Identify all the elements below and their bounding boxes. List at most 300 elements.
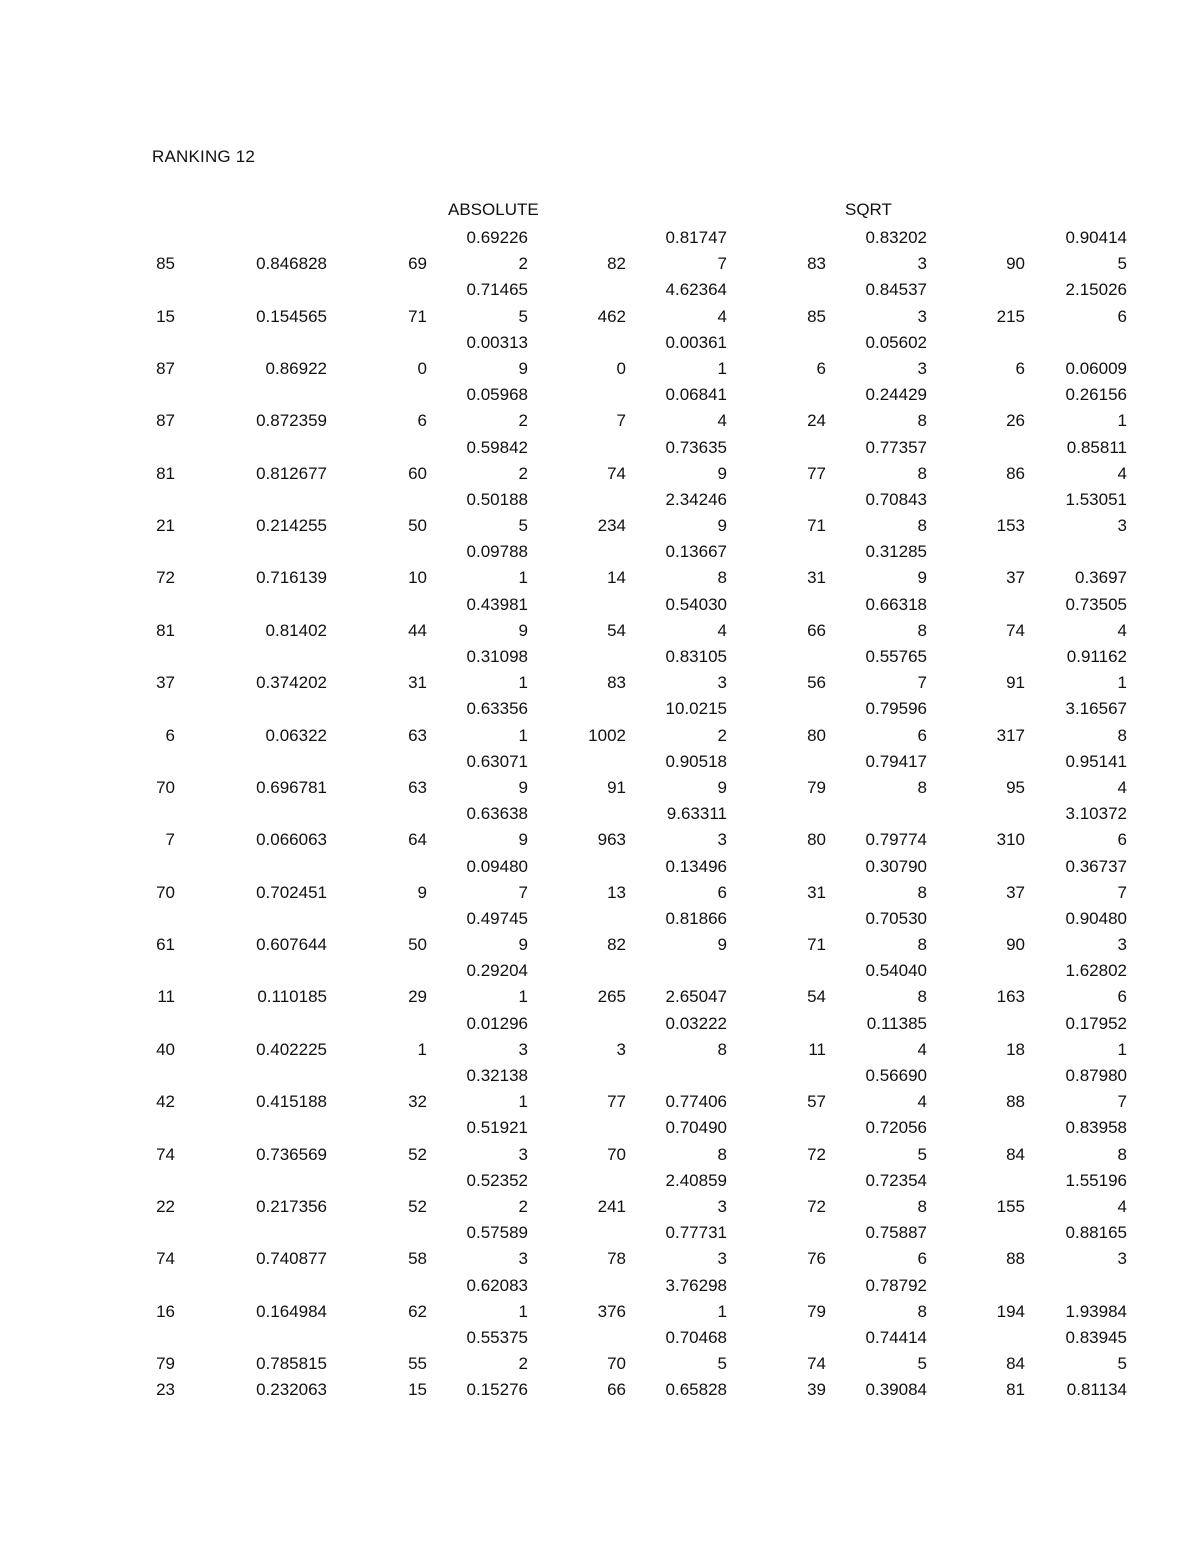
table-cell: 8 — [917, 882, 927, 902]
table-cell: 3 — [917, 306, 927, 326]
table-row — [0, 958, 1200, 984]
table-cell: 7 — [165, 830, 175, 850]
table-cell: 0.95141 — [1065, 751, 1127, 771]
table-cell — [100, 1063, 175, 1089]
table-cell: 0.81866 — [665, 908, 727, 928]
table-cell: 83 — [607, 673, 626, 693]
table-cell: 0.30790 — [865, 856, 927, 876]
table-cell: 0 — [417, 358, 427, 378]
table-cell — [100, 1273, 175, 1299]
table-cell — [930, 277, 1025, 303]
table-cell — [330, 854, 427, 880]
table-cell: 265 — [597, 987, 626, 1007]
table-cell: 4 — [1117, 620, 1127, 640]
table-cell — [180, 1115, 327, 1141]
table-cell — [530, 1168, 626, 1194]
table-cell: 81 — [156, 620, 175, 640]
table-cell: 83 — [807, 254, 826, 274]
table-cell — [530, 801, 626, 827]
table-cell: 153 — [996, 516, 1025, 536]
table-cell: 0.79596 — [865, 699, 927, 719]
table-cell: 1.53051 — [1065, 489, 1127, 509]
table-row — [0, 827, 1200, 853]
table-cell — [930, 854, 1025, 880]
table-cell: 0.232063 — [256, 1380, 327, 1400]
table-cell: 0.81747 — [665, 228, 727, 247]
table-cell: 0.84537 — [865, 280, 927, 300]
table-cell: 5 — [1117, 1354, 1127, 1374]
table-cell — [530, 749, 626, 775]
table-row — [0, 1011, 1200, 1037]
table-row — [0, 356, 1200, 382]
table-cell: 0.05602 — [865, 332, 927, 352]
table-cell: 0.79774 — [865, 830, 927, 850]
table-cell: 81 — [156, 463, 175, 483]
table-cell: 0.110185 — [257, 987, 327, 1007]
table-cell — [330, 644, 427, 670]
table-cell — [530, 382, 626, 408]
table-cell — [100, 749, 175, 775]
table-cell — [180, 225, 327, 251]
table-cell — [1030, 1273, 1127, 1299]
table-cell — [100, 1011, 175, 1037]
table-cell: 0.066063 — [256, 830, 327, 850]
table-row — [0, 592, 1200, 618]
table-cell — [930, 592, 1025, 618]
table-cell: 0.70843 — [865, 489, 927, 509]
table-row — [0, 1351, 1200, 1377]
table-cell — [180, 1220, 327, 1246]
table-cell — [530, 854, 626, 880]
table-cell: 6 — [1117, 306, 1127, 326]
table-cell — [830, 801, 927, 827]
table-cell: 6 — [816, 358, 826, 378]
table-cell: 54 — [807, 987, 826, 1007]
table-cell — [100, 277, 175, 303]
table-cell: 963 — [597, 830, 626, 850]
table-cell — [180, 1168, 327, 1194]
table-cell: 52 — [408, 1144, 427, 1164]
table-cell: 0.36737 — [1065, 856, 1127, 876]
table-cell: 24 — [807, 411, 826, 431]
table-cell: 462 — [597, 306, 626, 326]
table-cell: 0.31098 — [466, 647, 528, 666]
table-cell — [180, 539, 327, 565]
table-cell: 3 — [717, 673, 727, 693]
table-cell — [100, 958, 175, 984]
table-cell: 2 — [518, 411, 528, 431]
table-row — [0, 1063, 1200, 1089]
table-cell — [530, 592, 626, 618]
table-cell: 7 — [518, 882, 528, 902]
table-cell: 0.72354 — [865, 1170, 927, 1190]
table-cell: 1 — [417, 1039, 427, 1059]
table-cell: 8 — [917, 935, 927, 955]
table-cell: 0.66318 — [865, 594, 927, 614]
table-cell: 2 — [518, 1354, 528, 1374]
table-cell: 0.24429 — [865, 385, 927, 405]
table-cell: 22 — [156, 1196, 175, 1216]
table-cell: 0.63356 — [466, 699, 528, 719]
table-cell — [930, 1220, 1025, 1246]
table-cell: 8 — [917, 777, 927, 797]
table-cell: 9 — [717, 463, 727, 483]
table-cell — [730, 1273, 826, 1299]
table-cell — [730, 906, 826, 932]
table-cell: 5 — [518, 516, 528, 536]
table-cell: 0.70490 — [665, 1118, 727, 1138]
table-cell — [930, 539, 1025, 565]
table-cell: 15 — [408, 1380, 427, 1400]
table-cell — [530, 487, 626, 513]
table-row — [0, 277, 1200, 303]
table-cell — [530, 696, 626, 722]
table-cell — [530, 644, 626, 670]
table-cell: 6 — [1015, 358, 1025, 378]
table-cell — [330, 958, 427, 984]
table-cell: 6 — [717, 882, 727, 902]
table-cell: 0.374202 — [256, 673, 327, 693]
table-cell — [330, 749, 427, 775]
table-cell: 0.90480 — [1065, 908, 1127, 928]
table-cell — [330, 801, 427, 827]
table-row — [0, 906, 1200, 932]
table-cell: 79 — [156, 1354, 175, 1374]
table-cell — [100, 1325, 175, 1351]
table-cell — [730, 330, 826, 356]
table-cell: 5 — [917, 1144, 927, 1164]
table-cell: 1 — [518, 987, 528, 1007]
table-cell — [180, 854, 327, 880]
table-cell — [180, 1011, 327, 1037]
table-cell: 0.05968 — [466, 385, 528, 405]
table-cell — [330, 1011, 427, 1037]
table-row — [0, 565, 1200, 591]
table-cell: 32 — [408, 1092, 427, 1112]
table-cell — [930, 330, 1025, 356]
table-cell — [330, 225, 427, 251]
table-cell: 0.39084 — [865, 1380, 927, 1400]
table-cell: 0.49745 — [466, 908, 528, 928]
table-cell: 87 — [156, 358, 175, 378]
table-row — [0, 1220, 1200, 1246]
table-cell: 6 — [417, 411, 427, 431]
table-cell: 14 — [607, 568, 626, 588]
table-cell: 9 — [717, 935, 727, 955]
table-cell — [930, 958, 1025, 984]
table-cell — [730, 696, 826, 722]
table-cell — [330, 592, 427, 618]
table-cell: 0.402225 — [256, 1039, 327, 1059]
table-cell: 1.62802 — [1065, 961, 1127, 981]
table-row — [0, 644, 1200, 670]
table-cell: 0.63071 — [466, 751, 528, 771]
table-row — [0, 1037, 1200, 1063]
table-cell: 85 — [156, 254, 175, 274]
table-cell: 0.13667 — [665, 542, 727, 562]
table-cell: 0.01296 — [466, 1013, 528, 1033]
table-cell: 0.716139 — [256, 568, 327, 588]
table-cell: 23 — [156, 1380, 175, 1400]
table-cell: 3.10372 — [1065, 804, 1127, 824]
table-cell: 57 — [807, 1092, 826, 1112]
table-cell: 0.154565 — [256, 306, 327, 326]
table-cell: 54 — [607, 620, 626, 640]
table-cell — [100, 539, 175, 565]
table-cell — [530, 435, 626, 461]
table-cell — [100, 906, 175, 932]
table-cell: 0.74414 — [865, 1327, 927, 1347]
table-cell: 0.90414 — [1065, 228, 1127, 247]
table-cell: 2.34246 — [665, 489, 727, 509]
table-cell: 78 — [607, 1249, 626, 1269]
table-cell — [930, 1273, 1025, 1299]
table-cell: 16 — [156, 1301, 175, 1321]
table-cell: 4.62364 — [665, 280, 727, 300]
table-row — [0, 880, 1200, 906]
table-cell — [180, 1273, 327, 1299]
table-cell: 81 — [1006, 1380, 1025, 1400]
table-row — [0, 1246, 1200, 1272]
table-cell — [930, 749, 1025, 775]
table-cell: 56 — [807, 673, 826, 693]
data-table — [0, 225, 1200, 1403]
table-cell: 7 — [1117, 1092, 1127, 1112]
table-cell — [100, 487, 175, 513]
table-cell — [730, 382, 826, 408]
table-cell: 79 — [807, 777, 826, 797]
table-cell: 0.702451 — [256, 882, 327, 902]
table-cell: 0.26156 — [1065, 385, 1127, 405]
table-row — [0, 408, 1200, 434]
table-cell: 8 — [917, 620, 927, 640]
table-cell: 9.63311 — [666, 804, 727, 824]
table-cell: 3 — [1117, 1249, 1127, 1269]
table-cell: 2 — [518, 1196, 528, 1216]
table-cell: 87 — [156, 411, 175, 431]
table-cell: 0.17952 — [1065, 1013, 1127, 1033]
table-cell: 0.607644 — [256, 935, 327, 955]
table-cell: 4 — [717, 620, 727, 640]
table-cell: 1 — [717, 1301, 727, 1321]
table-cell: 8 — [917, 1301, 927, 1321]
table-cell — [330, 1273, 427, 1299]
table-cell — [730, 1115, 826, 1141]
table-cell — [1030, 330, 1127, 356]
table-cell: 39 — [807, 1380, 826, 1400]
table-cell: 0.29204 — [466, 961, 528, 981]
table-cell: 1 — [1117, 411, 1127, 431]
table-cell: 72 — [156, 568, 175, 588]
column-header-absolute: ABSOLUTE — [448, 200, 539, 219]
table-cell — [730, 1011, 826, 1037]
table-cell: 70 — [607, 1354, 626, 1374]
table-cell: 8 — [1117, 725, 1127, 745]
table-cell: 26 — [1006, 411, 1025, 431]
table-cell — [730, 592, 826, 618]
table-cell: 0.00361 — [665, 332, 727, 352]
table-cell — [730, 487, 826, 513]
table-row — [0, 618, 1200, 644]
table-cell — [180, 487, 327, 513]
table-cell: 0.00313 — [466, 332, 528, 352]
table-cell: 376 — [597, 1301, 626, 1321]
table-cell: 0.69226 — [466, 228, 528, 247]
table-row — [0, 330, 1200, 356]
table-cell: 11 — [808, 1039, 826, 1059]
table-cell: 44 — [408, 620, 427, 640]
table-cell: 91 — [607, 777, 626, 797]
table-cell: 63 — [408, 725, 427, 745]
table-cell — [930, 1011, 1025, 1037]
table-cell — [730, 801, 826, 827]
table-row — [0, 225, 1200, 251]
table-cell: 3 — [518, 1144, 528, 1164]
table-cell — [330, 435, 427, 461]
table-cell: 1002 — [588, 725, 626, 745]
table-cell: 9 — [717, 516, 727, 536]
table-cell: 0.81402 — [265, 620, 327, 640]
table-cell: 0 — [616, 358, 626, 378]
table-cell: 0.09788 — [466, 542, 528, 562]
table-cell: 3 — [717, 1249, 727, 1269]
table-cell — [530, 225, 626, 251]
table-cell: 86 — [1006, 463, 1025, 483]
table-cell: 40 — [156, 1039, 175, 1059]
table-row — [0, 801, 1200, 827]
table-cell: 0.65828 — [665, 1380, 727, 1400]
table-cell: 0.63638 — [466, 804, 528, 824]
table-cell — [530, 1063, 626, 1089]
table-cell: 8 — [917, 516, 927, 536]
table-cell: 15 — [156, 306, 175, 326]
table-cell: 9 — [417, 882, 427, 902]
table-cell — [630, 958, 727, 984]
table-cell — [730, 749, 826, 775]
table-cell: 66 — [607, 1380, 626, 1400]
table-cell — [930, 801, 1025, 827]
table-row — [0, 1273, 1200, 1299]
table-cell — [330, 1063, 427, 1089]
table-cell: 84 — [1006, 1144, 1025, 1164]
table-cell: 3 — [1117, 516, 1127, 536]
table-cell: 5 — [917, 1354, 927, 1374]
table-cell: 0.57589 — [466, 1223, 528, 1243]
table-cell — [330, 277, 427, 303]
table-cell: 88 — [1006, 1249, 1025, 1269]
table-cell: 0.164984 — [256, 1301, 327, 1321]
table-row — [0, 1168, 1200, 1194]
table-cell: 0.06322 — [265, 725, 327, 745]
table-cell — [930, 644, 1025, 670]
table-cell: 0.31285 — [865, 542, 927, 562]
table-cell: 85 — [807, 306, 826, 326]
table-cell — [930, 906, 1025, 932]
table-cell — [330, 330, 427, 356]
table-cell: 91 — [1006, 673, 1025, 693]
table-cell — [180, 644, 327, 670]
table-cell: 1.93984 — [1065, 1301, 1127, 1321]
table-cell — [730, 1325, 826, 1351]
table-cell: 0.415188 — [256, 1092, 327, 1112]
table-cell: 37 — [1006, 568, 1025, 588]
table-cell — [180, 592, 327, 618]
table-cell: 8 — [917, 987, 927, 1007]
table-cell — [530, 958, 626, 984]
table-cell: 8 — [717, 1039, 727, 1059]
table-cell: 9 — [518, 777, 528, 797]
table-cell: 3.76298 — [665, 1275, 727, 1295]
table-cell: 6 — [1117, 987, 1127, 1007]
table-cell: 9 — [917, 568, 927, 588]
table-cell: 1 — [717, 358, 727, 378]
table-cell: 0.55375 — [466, 1327, 528, 1347]
table-row — [0, 487, 1200, 513]
table-cell: 74 — [1006, 620, 1025, 640]
table-cell: 3 — [1117, 935, 1127, 955]
table-cell: 70 — [607, 1144, 626, 1164]
table-row — [0, 251, 1200, 277]
table-cell: 0.06841 — [665, 385, 727, 405]
table-cell — [100, 330, 175, 356]
table-cell — [930, 487, 1025, 513]
table-cell — [730, 539, 826, 565]
table-cell: 0.214255 — [256, 516, 327, 536]
table-cell: 10.0215 — [665, 699, 727, 719]
table-cell — [530, 1220, 626, 1246]
table-cell: 0.15276 — [466, 1380, 528, 1400]
table-row — [0, 382, 1200, 408]
table-cell — [330, 539, 427, 565]
table-cell: 155 — [996, 1196, 1025, 1216]
column-header-sqrt: SQRT — [845, 200, 892, 219]
table-row — [0, 932, 1200, 958]
table-cell — [100, 1115, 175, 1141]
table-cell: 10 — [408, 568, 427, 588]
table-cell: 0.90518 — [665, 751, 727, 771]
table-cell: 8 — [917, 411, 927, 431]
table-cell: 0.83105 — [665, 647, 727, 666]
table-cell — [100, 225, 175, 251]
table-cell: 9 — [518, 935, 528, 955]
table-cell — [530, 539, 626, 565]
table-cell: 82 — [607, 935, 626, 955]
table-cell: 74 — [607, 463, 626, 483]
table-cell — [330, 382, 427, 408]
table-cell: 7 — [1117, 882, 1127, 902]
table-cell: 0.43981 — [466, 594, 528, 614]
table-cell — [930, 1168, 1025, 1194]
table-cell — [930, 1115, 1025, 1141]
table-cell: 6 — [1117, 830, 1127, 850]
table-cell: 0.56690 — [865, 1066, 927, 1085]
table-cell — [180, 1325, 327, 1351]
table-cell — [930, 435, 1025, 461]
table-cell — [180, 906, 327, 932]
table-cell: 0.91162 — [1066, 647, 1127, 666]
table-cell: 9 — [717, 777, 727, 797]
table-cell: 58 — [408, 1249, 427, 1269]
table-cell: 42 — [156, 1092, 175, 1112]
table-cell: 6 — [165, 725, 175, 745]
table-cell: 7 — [717, 254, 727, 274]
table-cell: 234 — [597, 516, 626, 536]
table-cell: 37 — [156, 673, 175, 693]
table-cell — [530, 1273, 626, 1299]
table-cell: 64 — [408, 830, 427, 850]
table-cell: 0.79417 — [865, 751, 927, 771]
table-cell: 2 — [518, 254, 528, 274]
